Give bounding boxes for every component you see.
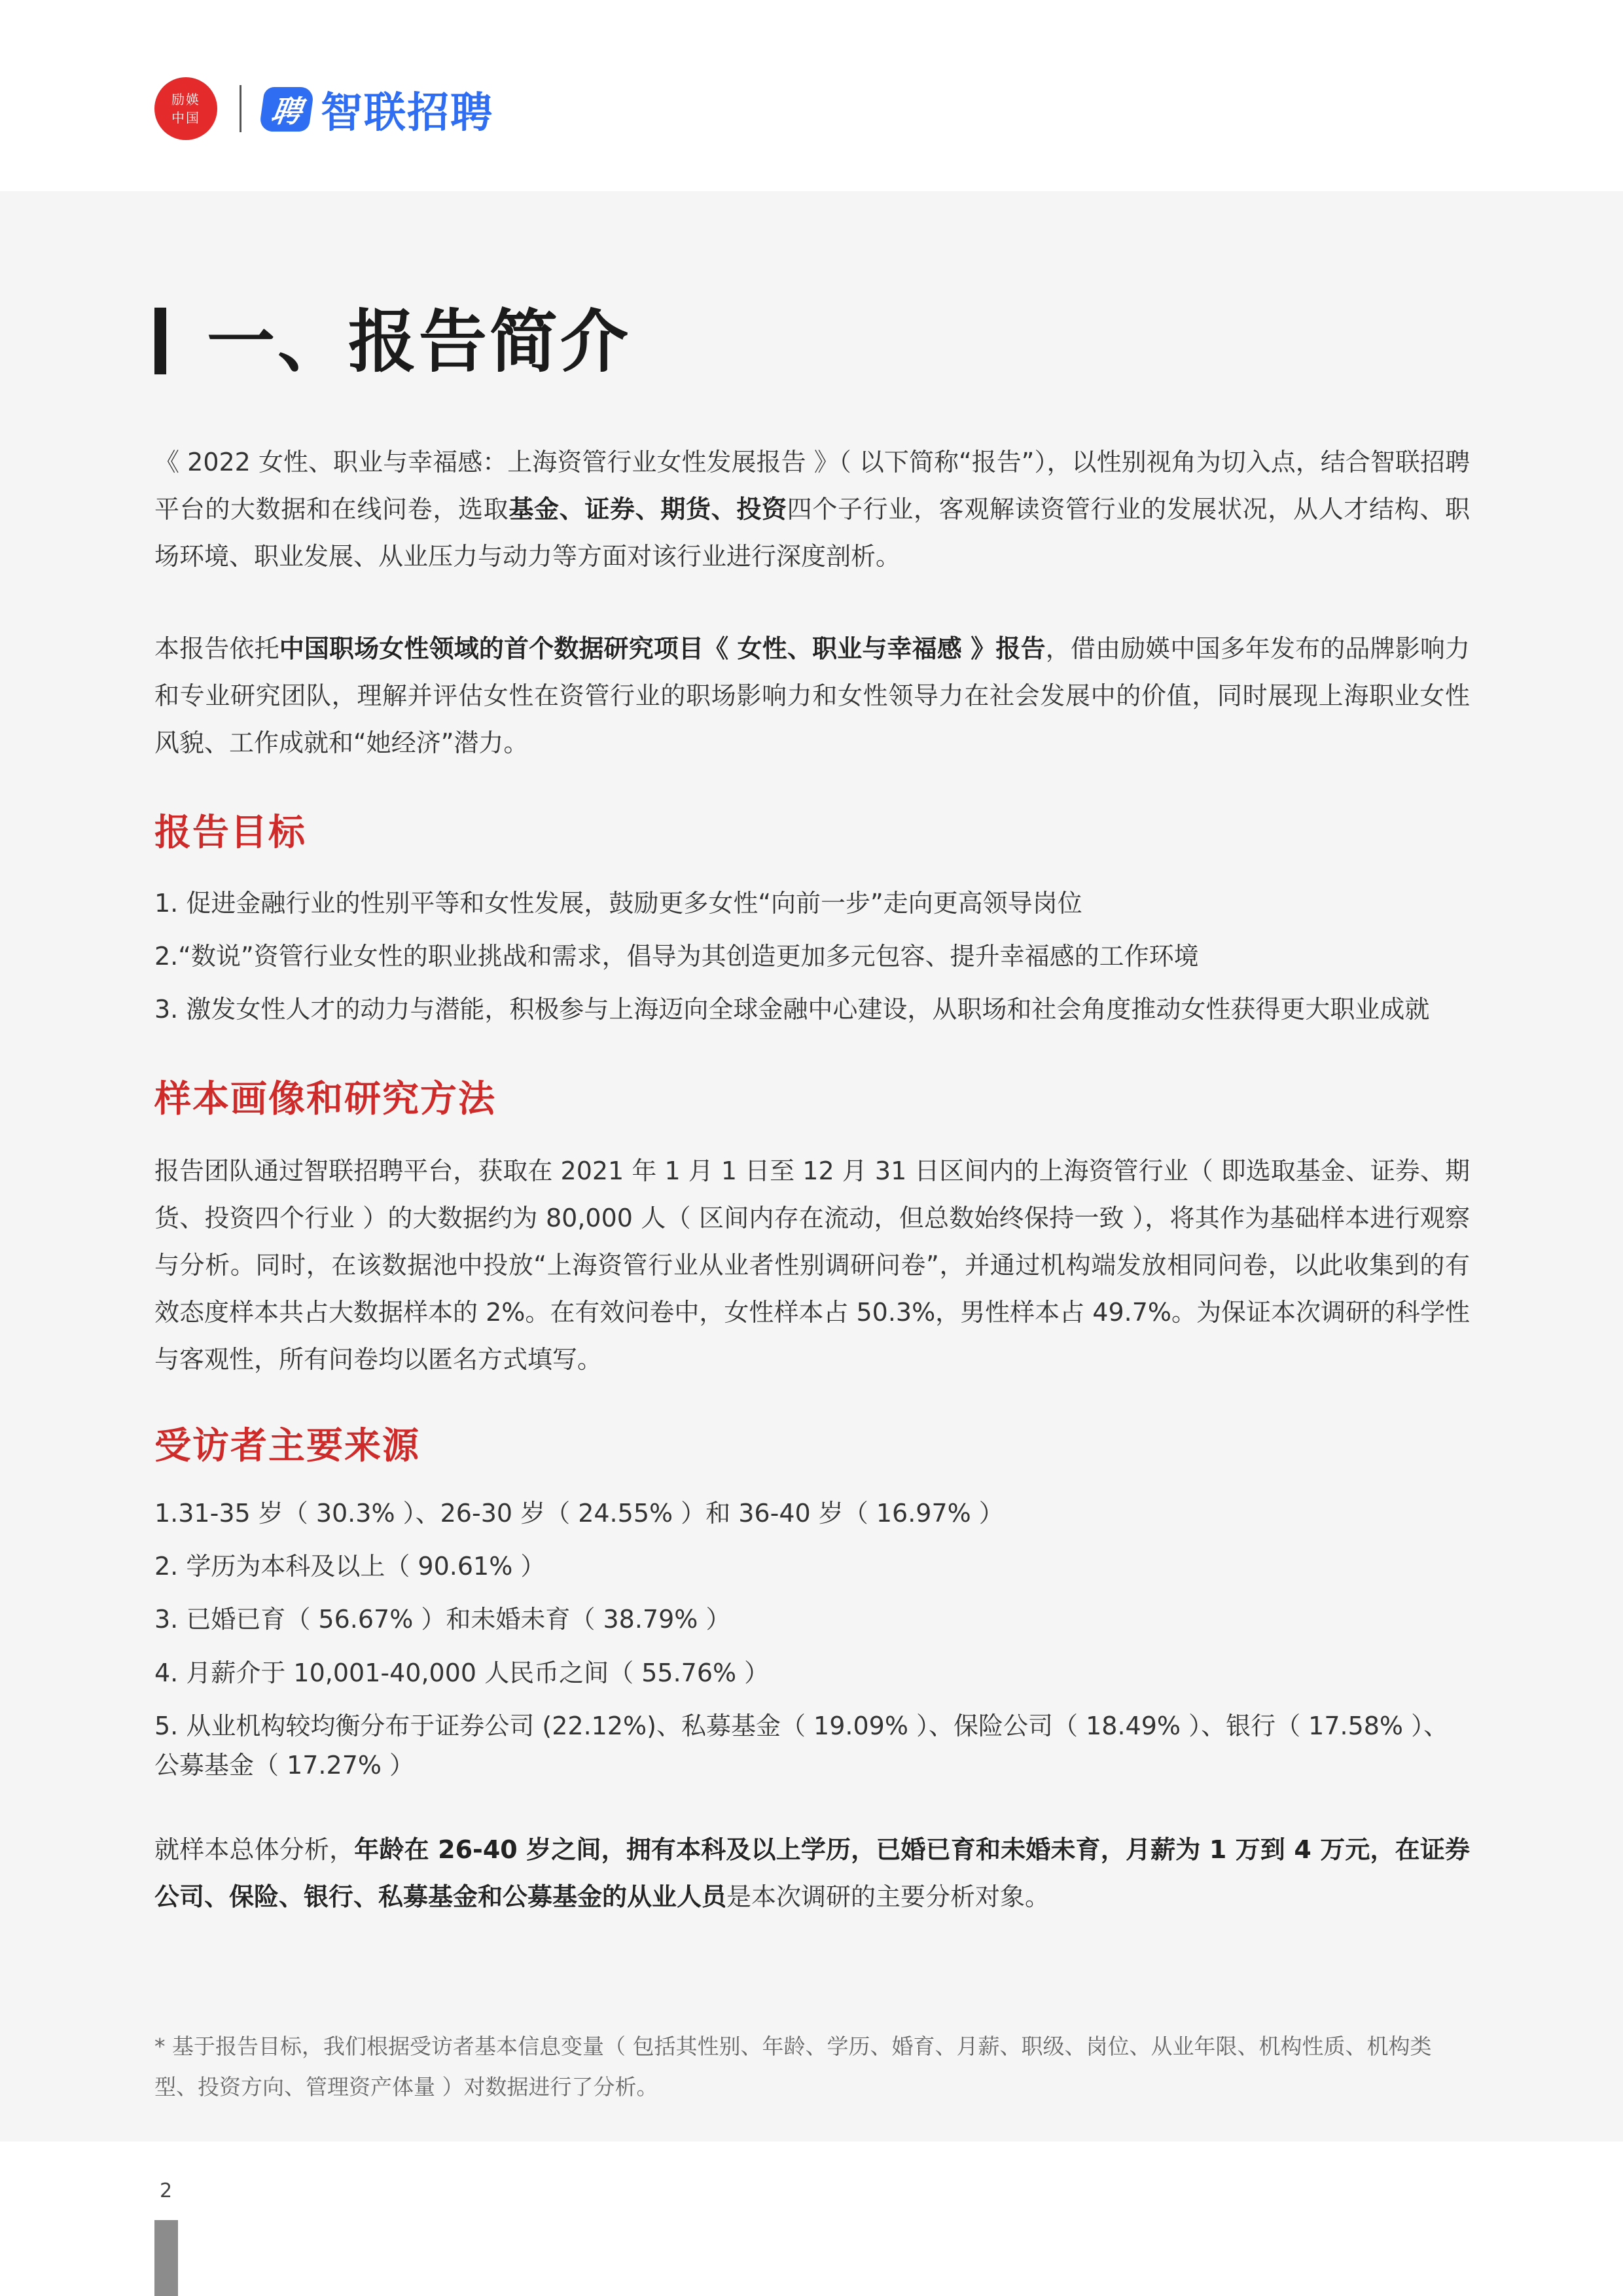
lijuan-china-seal-logo <box>154 77 217 140</box>
seal-line-2: 中国 <box>171 110 200 126</box>
source-item: 5. 从业机构较均衡分布于证券公司 (22.12%)、私募基金（ 19.09% ）、保险公司（ 18.49% ）、银行（ 17.58% ）、公募基金（ 17.27% ） <box>154 1712 1449 1780</box>
intro-p2-emphasis: 中国职场女性领域的首个数据研究项目《 女性、职业与幸福感 》报告 <box>279 634 1046 663</box>
intro-p1-emphasis: 基金、证券、期货、投资 <box>508 495 787 524</box>
intro-p1-text: 《 2022 女性、职业与幸福感：上海资管行业女性发展报告 》（ 以下简称“报告”），以性别视角为切入点，结合智联招聘平台的大数据和在线问卷，选取 <box>154 448 1470 524</box>
footnote: * 基于报告目标，我们根据受访者基本信息变量（ 包括其性别、年龄、学历、婚育、月薪、职级、岗位、从业年限、机构性质、机构类型、投资方向、管理资产体量 ）对数据进行了分析。 <box>154 2034 1432 2100</box>
method-paragraph: 报告团队通过智联招聘平台，获取在 2021 年 1 月 1 日至 12 月 31 日区间内的上海资管行业（ 即选取基金、证券、期货、投资四个行业 ）的大数据约为 80,000 人（ 区间内存在流动，但总数始终保持一致 ），将其作为基础样本进行观察与分析。同时，在该数据池中投放“上海资管行业从业者性别调研问卷”，并通过机构端发放相同问卷，以此收集到的有效态度样本共占大数据样本的 2%。在有效问卷中，女性样本占 50.3%，男性样本占 49.7%。为保证本次调研的科学性与客观性，所有问卷均以匿名方式填写。 <box>154 1157 1470 1374</box>
section-heading-sources: 受访者主要来源 <box>154 1425 420 1467</box>
intro-p1-text-end: 四个子行业，客观解读资管行业的发展状况，从人才结构、职场环境、职业发展、从业压力与动力等方面对该行业进行深度剖析。 <box>154 495 1470 571</box>
page-title: 一、报告简介 <box>207 302 632 382</box>
section-heading-goals: 报告目标 <box>154 812 306 854</box>
page-number-bar <box>154 2220 178 2296</box>
summary-text-end: 是本次调研的主要分析对象。 <box>726 1882 1050 1911</box>
summary-text: 就样本总体分析， <box>154 1835 355 1864</box>
summary-emphasis: 年龄在 26-40 岁之间，拥有本科及以上学历，已婚已育和未婚未育，月薪为 1 万到 4 万元，在证券公司、保险、银行、私募基金和公募基金的从业人员 <box>154 1835 1470 1911</box>
page-header <box>0 0 1623 191</box>
page-number: 2 <box>160 2179 173 2202</box>
summary-paragraph <box>154 1826 1470 1920</box>
source-item: 4. 月薪介于 10,001-40,000 人民币之间（ 55.76% ） <box>154 1659 770 1687</box>
goal-item: 2.“数说”资管行业女性的职业挑战和需求，倡导为其创造更加多元包容、提升幸福感的工作环境 <box>154 942 1199 971</box>
source-item: 2. 学历为本科及以上（ 90.61% ） <box>154 1552 546 1581</box>
logo-divider <box>240 85 241 132</box>
intro-p2-text-end: ，借由励媖中国多年发布的品牌影响力和专业研究团队，理解并评估女性在资管行业的职场影响力和女性领导力在社会发展中的价值，同时展现上海职业女性风貌、工作成就和“她经济”潜力。 <box>154 634 1470 757</box>
intro-paragraph-1 <box>154 439 1470 580</box>
source-item: 1.31-35 岁（ 30.3% ）、26-30 岁（ 24.55% ）和 36-40 岁（ 16.97% ） <box>154 1499 1004 1528</box>
zhaopin-mark-icon: 聘 <box>259 87 315 132</box>
goal-item: 1. 促进金融行业的性别平等和女性发展，鼓励更多女性“向前一步”走向更高领导岗位 <box>154 889 1082 918</box>
zhaopin-logo <box>262 80 493 139</box>
seal-line-1: 励媖 <box>171 92 200 107</box>
source-item: 3. 已婚已育（ 56.67% ）和未婚未育（ 38.79% ） <box>154 1605 731 1634</box>
section-heading-method: 样本画像和研究方法 <box>154 1078 496 1121</box>
intro-paragraph-2 <box>154 625 1470 766</box>
goal-item: 3. 激发女性人才的动力与潜能，积极参与上海迈向全球金融中心建设，从职场和社会角度推动女性获得更大职业成就 <box>154 995 1430 1024</box>
intro-p2-text: 本报告依托 <box>154 634 279 663</box>
title-accent-bar <box>154 308 166 374</box>
zhaopin-brand-name: 智联招聘 <box>321 89 493 137</box>
